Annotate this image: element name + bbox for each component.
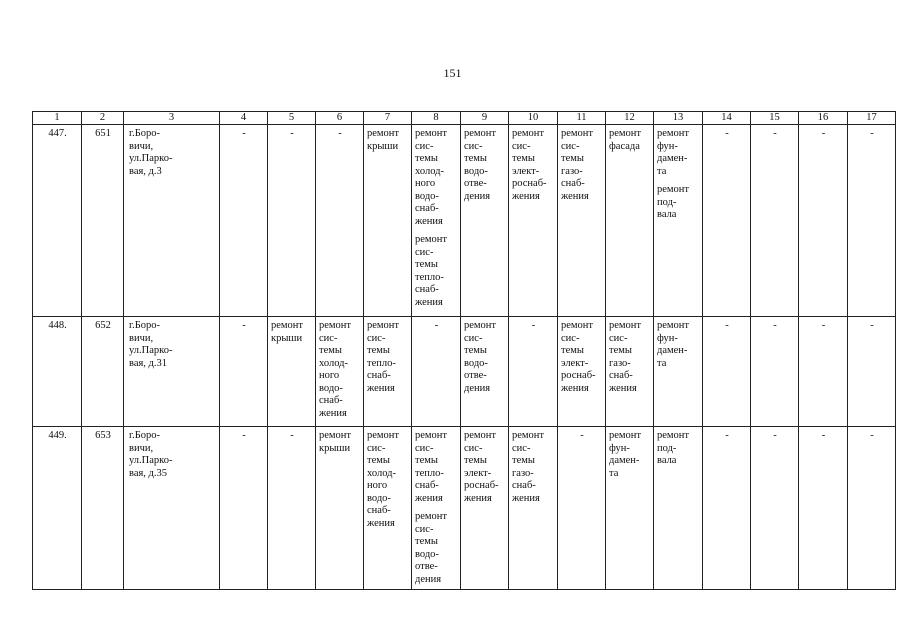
- empty-cell: -: [220, 125, 268, 317]
- column-header: 13: [654, 112, 703, 125]
- empty-cell: -: [848, 427, 896, 590]
- empty-cell: -: [799, 125, 848, 317]
- work-item: ремонт сис- темы холод- ного водо- снаб- жения: [367, 430, 400, 529]
- empty-cell: -: [268, 427, 316, 590]
- column-header: 11: [558, 112, 606, 125]
- work-item: ремонт фун- дамен- та: [657, 320, 690, 369]
- empty-cell: -: [220, 317, 268, 427]
- address-cell: [124, 427, 220, 590]
- work-cell: [509, 427, 558, 590]
- work-item: ремонт сис- темы тепло- снаб- жения: [415, 430, 448, 504]
- column-header: 12: [606, 112, 654, 125]
- work-item: ремонт сис- темы тепло- снаб- жения: [415, 234, 448, 308]
- empty-cell: -: [751, 317, 799, 427]
- empty-cell: -: [316, 125, 364, 317]
- empty-cell: -: [848, 125, 896, 317]
- work-cell: [461, 125, 509, 317]
- work-cell: [509, 125, 558, 317]
- work-cell: [412, 125, 461, 317]
- work-cell: [606, 317, 654, 427]
- column-header: 5: [268, 112, 316, 125]
- column-header: 7: [364, 112, 412, 125]
- table-row: [33, 427, 896, 590]
- work-item: ремонт сис- темы газо- снаб- жения: [609, 320, 642, 394]
- work-item: ремонт сис- темы холод- ного водо- снаб- жения: [319, 320, 352, 419]
- column-header: 9: [461, 112, 509, 125]
- work-cell: [316, 427, 364, 590]
- empty-cell: -: [220, 427, 268, 590]
- empty-cell: -: [799, 427, 848, 590]
- column-header: 2: [82, 112, 124, 125]
- work-item: ремонт сис- темы водо- отве- дения: [464, 128, 497, 202]
- empty-cell: -: [848, 317, 896, 427]
- object-code-cell: 652: [82, 317, 124, 427]
- work-item: ремонт фасада: [609, 128, 642, 152]
- work-item: ремонт фун- дамен- та: [609, 430, 642, 479]
- work-cell: [654, 317, 703, 427]
- work-item: ремонт фун- дамен- та: [657, 128, 690, 177]
- work-cell: [316, 317, 364, 427]
- table-row: [33, 317, 896, 427]
- empty-cell: -: [412, 317, 461, 427]
- work-cell: [461, 427, 509, 590]
- address-text: г.Боро- вичи, ул.Парко- вая, д.31: [129, 320, 173, 369]
- row-number-cell: 448.: [33, 317, 82, 427]
- empty-cell: -: [799, 317, 848, 427]
- column-header: 15: [751, 112, 799, 125]
- address-text: г.Боро- вичи, ул.Парко- вая, д.3: [129, 128, 173, 177]
- work-cell: [268, 317, 316, 427]
- work-cell: [558, 125, 606, 317]
- work-cell: [606, 427, 654, 590]
- work-item: ремонт сис- темы холод- ного водо- снаб- жения: [415, 128, 448, 227]
- work-item: ремонт сис- темы элект- роснаб- жения: [512, 128, 547, 202]
- empty-cell: -: [703, 427, 751, 590]
- work-cell: [558, 317, 606, 427]
- row-number-cell: 449.: [33, 427, 82, 590]
- work-item: ремонт сис- темы элект- роснаб- жения: [464, 430, 499, 504]
- address-cell: [124, 317, 220, 427]
- work-cell: [412, 427, 461, 590]
- header-row: [33, 112, 896, 125]
- work-cell: [654, 125, 703, 317]
- work-item: ремонт под- вала: [657, 430, 690, 466]
- column-header: 4: [220, 112, 268, 125]
- work-cell: [654, 427, 703, 590]
- empty-cell: -: [751, 125, 799, 317]
- empty-cell: -: [703, 317, 751, 427]
- empty-cell: -: [509, 317, 558, 427]
- work-cell: [461, 317, 509, 427]
- work-cell: [364, 427, 412, 590]
- empty-cell: -: [268, 125, 316, 317]
- column-header: 14: [703, 112, 751, 125]
- work-item: ремонт сис- темы тепло- снаб- жения: [367, 320, 400, 394]
- work-item: ремонт сис- темы водо- отве- дения: [415, 511, 448, 585]
- object-code-cell: 651: [82, 125, 124, 317]
- address-text: г.Боро- вичи, ул.Парко- вая, д.35: [129, 430, 173, 479]
- work-item: ремонт сис- темы газо- снаб- жения: [512, 430, 545, 504]
- object-code-cell: 653: [82, 427, 124, 590]
- work-item: ремонт крыши: [271, 320, 304, 344]
- work-item: ремонт крыши: [319, 430, 352, 454]
- work-item: ремонт сис- темы элект- роснаб- жения: [561, 320, 596, 394]
- row-number-cell: 447.: [33, 125, 82, 317]
- column-header: 10: [509, 112, 558, 125]
- work-item: ремонт сис- темы газо- снаб- жения: [561, 128, 594, 202]
- column-header: 17: [848, 112, 896, 125]
- work-cell: [606, 125, 654, 317]
- address-cell: [124, 125, 220, 317]
- work-cell: [364, 317, 412, 427]
- work-item: ремонт под- вала: [657, 184, 690, 220]
- column-header: 16: [799, 112, 848, 125]
- page-number: 151: [443, 66, 462, 80]
- table-row: [33, 125, 896, 317]
- empty-cell: -: [558, 427, 606, 590]
- empty-cell: -: [751, 427, 799, 590]
- column-header: 8: [412, 112, 461, 125]
- repair-schedule-table: [32, 111, 896, 590]
- column-header: 6: [316, 112, 364, 125]
- work-item: ремонт сис- темы водо- отве- дения: [464, 320, 497, 394]
- work-cell: [364, 125, 412, 317]
- empty-cell: -: [703, 125, 751, 317]
- column-header: 1: [33, 112, 82, 125]
- work-item: ремонт крыши: [367, 128, 400, 152]
- column-header: 3: [124, 112, 220, 125]
